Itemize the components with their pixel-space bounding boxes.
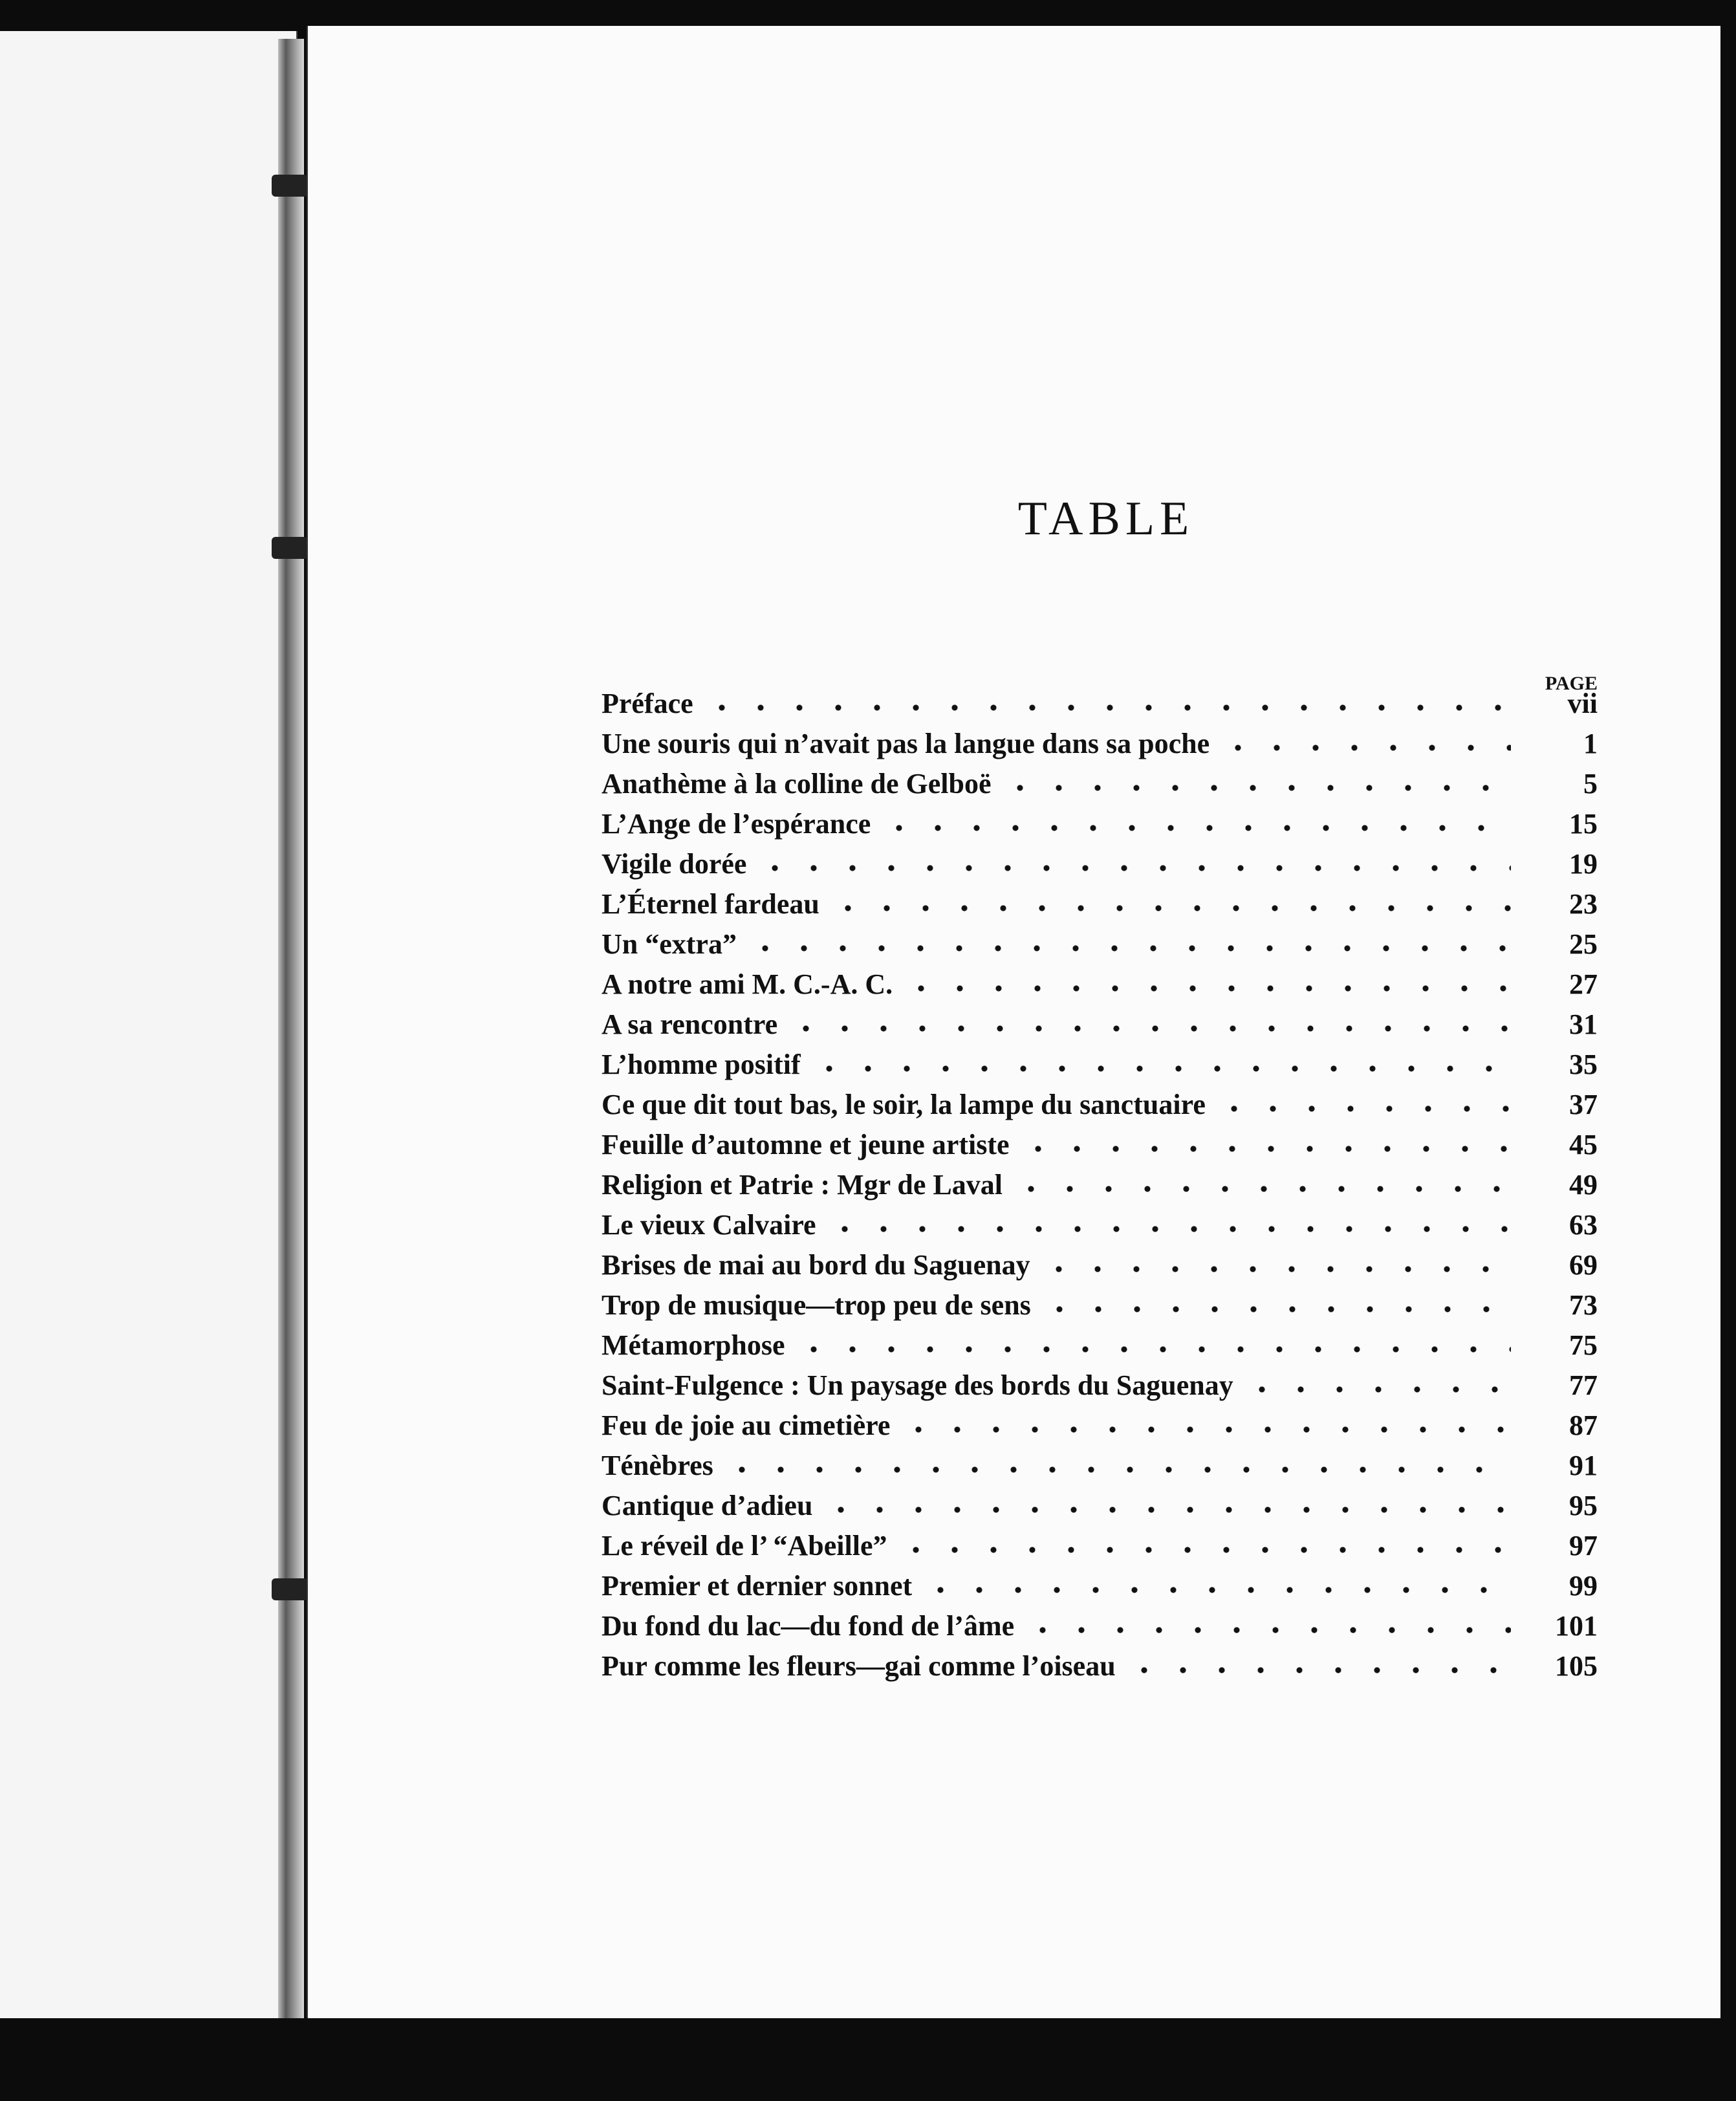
toc-entry [602,887,1598,928]
dot-leader [1001,783,1512,793]
dot-leader [829,903,1511,913]
toc-entry [602,1289,1598,1329]
dot-leader [1215,1104,1511,1114]
toc-entry-page: 105 [1555,1650,1598,1682]
left-page [0,31,298,2018]
book-gutter [278,39,304,2018]
dot-leader [810,1063,1511,1074]
dot-leader [1019,1144,1511,1154]
dot-leader [1012,1184,1511,1194]
dot-leader [794,1344,1512,1355]
dot-leader [899,1424,1511,1435]
toc-entry [602,1569,1598,1609]
toc-entry-title: Anathème à la colline de Gelboë [602,768,992,800]
toc-entry-title: Religion et Patrie : Mgr de Laval [602,1169,1003,1201]
toc-entry-title: Saint-Fulgence : Un paysage des bords du Saguenay [602,1369,1233,1401]
toc-entry-page: 5 [1583,768,1598,800]
toc-entry-page: 77 [1569,1369,1598,1401]
toc-entry-title: Feuille d’automne et jeune artiste [602,1129,1010,1160]
toc-entry-page: 101 [1555,1610,1598,1642]
toc-entry [602,687,1598,727]
toc-entry-page: 97 [1569,1530,1598,1562]
toc-entry-page: 95 [1569,1490,1598,1521]
toc-entry-page: 25 [1569,928,1598,960]
toc-entry [602,727,1598,767]
toc-entry [602,847,1598,887]
toc-entry-title: Pur comme les fleurs—gai comme l’oiseau [602,1650,1116,1682]
toc-entry-title: Premier et dernier sonnet [602,1570,913,1602]
toc-entry-page: 69 [1569,1249,1598,1281]
toc-entry [602,807,1598,847]
toc-entry-page: 75 [1569,1329,1598,1361]
dot-leader [821,1505,1511,1515]
dot-leader [1125,1665,1511,1675]
toc-entry-title: Préface [602,688,693,719]
toc-entry-title: L’Éternel fardeau [602,888,819,920]
toc-entry-page: 37 [1569,1089,1598,1120]
toc-entry-title: Métamorphose [602,1329,785,1361]
toc-entry [602,1609,1598,1649]
toc-entry-title: Une souris qui n’avait pas la langue dans sa poche [602,728,1210,759]
toc-entry [602,1008,1598,1048]
toc-entry [602,1248,1598,1289]
page-title: TABLE [1017,492,1195,545]
toc-entry-title: Feu de joie au cimetière [602,1410,891,1441]
toc-entry [602,1529,1598,1569]
toc-entry-title: Le vieux Calvaire [602,1209,816,1241]
toc-entry [602,1489,1598,1529]
toc-entry-page: 63 [1569,1209,1598,1241]
toc-entry-title: Cantique d’adieu [602,1490,813,1521]
dot-leader [702,702,1511,713]
dot-leader [825,1224,1511,1234]
toc-entry-page: vii [1567,688,1598,719]
toc-entry-title: L’Ange de l’espérance [602,808,871,840]
toc-entry-page: 91 [1569,1450,1598,1481]
toc-entry [602,1208,1598,1248]
dot-leader [755,863,1511,873]
page-column-header: PAGE [1545,673,1598,694]
toc-entry [602,1048,1598,1088]
toc-entry-title: Ce que dit tout bas, le soir, la lampe du sanctuaire [602,1089,1206,1120]
dot-leader [746,943,1511,953]
toc-entry [602,1409,1598,1449]
dot-leader [902,983,1511,994]
toc-entry [602,1088,1598,1128]
toc-entry-page: 1 [1583,728,1598,759]
toc-entry-title: Trop de musique—trop peu de sens [602,1289,1031,1321]
dot-leader [787,1023,1511,1034]
toc-entry [602,928,1598,968]
toc-entry [602,968,1598,1008]
table-of-contents [602,687,1598,1690]
binding-stitch [272,175,308,197]
binding-stitch [272,537,308,559]
toc-entry-page: 73 [1569,1289,1598,1321]
toc-entry-page: 49 [1569,1169,1598,1201]
toc-entry-title: Un “extra” [602,928,737,960]
toc-entry [602,1128,1598,1168]
toc-entry-page: 19 [1569,848,1598,880]
dot-leader [1040,1304,1511,1314]
toc-entry-title: Le réveil de l’ “Abeille” [602,1530,887,1562]
toc-entry-page: 35 [1569,1049,1598,1080]
toc-entry-title: Du fond du lac—du fond de l’âme [602,1610,1015,1642]
toc-entry-page: 15 [1569,808,1598,840]
toc-entry [602,1168,1598,1208]
toc-entry-title: Vigile dorée [602,848,747,880]
dot-leader [1039,1264,1511,1274]
toc-entry-page: 99 [1569,1570,1598,1602]
toc-entry-page: 87 [1569,1410,1598,1441]
toc-entry-title: A sa rencontre [602,1008,778,1040]
dot-leader [1023,1625,1511,1635]
dot-leader [880,823,1511,833]
toc-entry [602,1329,1598,1369]
toc-entry-title: L’homme positif [602,1049,801,1080]
binding-stitch [272,1578,308,1600]
toc-entry [602,1449,1598,1489]
toc-entry-title: A notre ami M. C.-A. C. [602,968,893,1000]
dot-leader [722,1464,1511,1475]
toc-entry-page: 45 [1569,1129,1598,1160]
dot-leader [921,1585,1511,1595]
dot-leader [896,1545,1511,1555]
toc-entry [602,1649,1598,1690]
toc-entry-title: Ténèbres [602,1450,713,1481]
toc-entry-title: Brises de mai au bord du Saguenay [602,1249,1030,1281]
dot-leader [1242,1384,1511,1395]
toc-entry-page: 27 [1569,968,1598,1000]
toc-entry [602,767,1598,807]
toc-entry [602,1369,1598,1409]
dot-leader [1219,743,1511,753]
toc-entry-page: 23 [1569,888,1598,920]
toc-entry-page: 31 [1569,1008,1598,1040]
